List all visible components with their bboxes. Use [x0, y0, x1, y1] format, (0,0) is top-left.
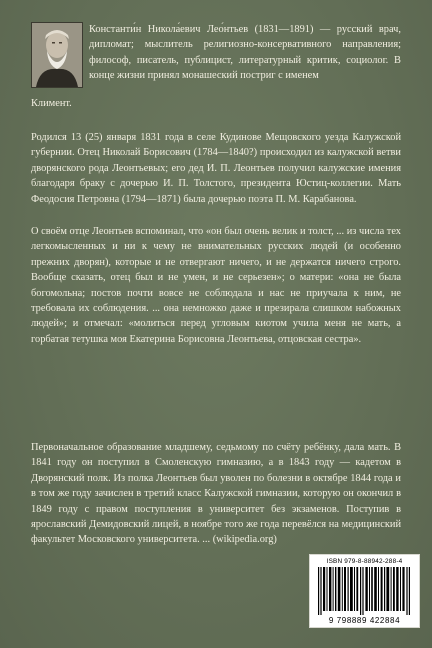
paragraph-education: Первоначальное образование младшему, седьмому по счёту ребёнку, дала мать. В 1841 году он поступил в Смоленскую гимназию, а в 1843 году — кадетом в Дворянский полк. Из полка Леонтьев был уволен по болезни в октябре 1844 года и в том же году зачислен в третий класс Калужской гимназии, которую он окончил в 1849 году с правом поступления в университет без экзаменов. Поступив в ярославский Демидовский лицей, в ноябре того же года перевёлся на медицинский факультет Московского университета. ... (wikipedia.org) [31, 442, 401, 546]
isbn-label: ISBN 979-8-88942-288-4 [326, 558, 403, 565]
barcode-bars [318, 567, 411, 615]
author-portrait-image [32, 23, 82, 87]
author-portrait [31, 22, 83, 88]
isbn-barcode [309, 554, 420, 628]
intro-text: Константи́н Никола́евич Лео́нтьев (1831—1891) — русский врач, дипломат; мыслитель религиозно-консервативного направления; философ, писатель, публицист, литературный критик, социолог. В конце жизни принял монашеский постриг с именем [89, 24, 401, 82]
paragraph-birth: Родился 13 (25) января 1831 года в селе Кудинове Мещовского уезда Калужской губернии. Отец Николай Борисович (1784—1840?) происходил из калужской ветви дворянского рода Леонтьевых; его дед И. П. Леонтьев получил калужские имения благодаря браку с дочерью И. П. Толстого, президента Юстиц-коллегии. Мать Феодосия Петровна (1794—1871) была дочерью поэта П. М. Карабанова. [31, 132, 401, 205]
barcode-digits: 9 798889 422884 [328, 616, 401, 625]
paragraph-parents: О своём отце Леонтьев вспоминал, что «он был очень велик и толст, ... из числа тех легкомысленных и ни к чему не внимательных русских людей (и особенно прежних дворян), которые и не отвергают ничего, и не держатся ничего строго. Вообще сказать, отец был и не умен, и не серьезен»; о матери: «она не была богомольна; постов почти вовсе не соблюдала и нас не приучала к ним, не требовала их соблюдения. ... она немножко даже и презирала слишком набожных людей»; и отмечал: «молиться перед угловым киотом учила меня не мать, а горбатая тетушка моя Екатерина Борисовна Леонтьева, отцовская сестра». [31, 226, 401, 345]
intro-text-tail: Климент. [31, 98, 72, 109]
